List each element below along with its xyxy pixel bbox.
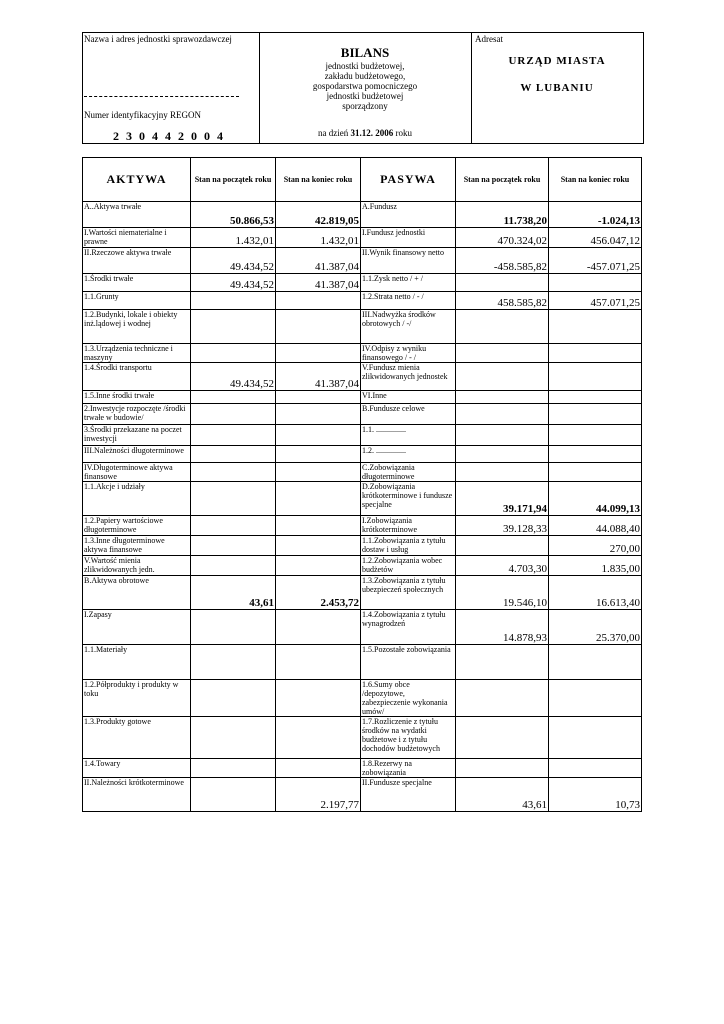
pasywa-start-value: 39.128,33 (456, 516, 549, 536)
aktywa-end-value (276, 425, 361, 446)
subtitle (259, 61, 471, 111)
aktywa-label: 3.Środki przekazane na poczet inwestycji (83, 425, 191, 446)
pasywa-start-value (456, 363, 549, 391)
table-row (83, 274, 642, 292)
aktywa-end-value: 2.453,72 (276, 576, 361, 610)
pasywa-end-value: 25.370,00 (549, 610, 642, 645)
table-row (83, 391, 642, 404)
pasywa-label: 1.5.Pozostałe zobowiązania (361, 645, 456, 680)
subtitle-line: gospodarstwa pomocniczego (312, 81, 418, 91)
pasywa-label: I.Fundusz jednostki (361, 228, 456, 248)
aktywa-label: 1.2.Półprodukty i produkty w toku (83, 680, 191, 717)
aktywa-start-value: 50.866,53 (191, 202, 276, 228)
pasywa-end-value: 16.613,40 (549, 576, 642, 610)
aktywa-end-value (276, 391, 361, 404)
pasywa-start-value (456, 391, 549, 404)
aktywa-start-value (191, 310, 276, 344)
pasywa-label: 1.1.Zysk netto / + / (361, 274, 456, 292)
pasywa-start-value: -458.585,82 (456, 248, 549, 274)
pasywa-start-value: 458.585,82 (456, 292, 549, 310)
aktywa-start-value (191, 536, 276, 556)
subtitle-line: jednostki budżetowej (326, 91, 404, 101)
aktywa-end-value (276, 759, 361, 778)
pasywa-start-value: 43,61 (456, 778, 549, 812)
pasywa-label: VI.Inne (361, 391, 456, 404)
aktywa-label: B.Aktywa obrotowe (83, 576, 191, 610)
pasywa-label: B.Fundusze celowe (361, 404, 456, 425)
aktywa-end-value (276, 463, 361, 482)
pasywa-label: 1.2. ............... (361, 446, 456, 463)
addressee-line1: URZĄD MIASTA (508, 55, 606, 67)
subtitle-line: jednostki budżetowej, (325, 61, 405, 71)
pasywa-start-value: 11.738,20 (456, 202, 549, 228)
pasywa-end-value (549, 717, 642, 759)
aktywa-label: 1.3.Produkty gotowe (83, 717, 191, 759)
table-row (83, 778, 642, 812)
table-row (83, 344, 642, 363)
aktywa-end-value: 1.432,01 (276, 228, 361, 248)
subtitle-line: sporządzony (342, 101, 388, 111)
pasywa-end-value (549, 274, 642, 292)
aktywa-end-value (276, 610, 361, 645)
table-row (83, 228, 642, 248)
aktywa-end-value (276, 536, 361, 556)
date-value: 31.12. 2006 (350, 128, 394, 138)
reporting-unit-cell (83, 33, 260, 143)
pasywa-start-value: 470.324,02 (456, 228, 549, 248)
pasywa-start-value (456, 404, 549, 425)
pasywa-label: I.Zobowiązania krótkoterminowe (361, 516, 456, 536)
aktywa-end-value (276, 310, 361, 344)
table-row (83, 645, 642, 680)
aktywa-start-value: 43,61 (191, 576, 276, 610)
pasywa-end-value (549, 446, 642, 463)
aktywa-start-value (191, 391, 276, 404)
pasywa-start-value (456, 759, 549, 778)
pasywa-start-value: 39.171,94 (456, 482, 549, 516)
table-header-row (83, 158, 642, 202)
aktywa-end-value: 41.387,04 (276, 363, 361, 391)
pasywa-label: 1.2.Zobowiązania wobec budżetów (361, 556, 456, 576)
aktywa-end-value: 42.819,05 (276, 202, 361, 228)
title-cell (259, 33, 472, 143)
aktywa-start-value (191, 404, 276, 425)
aktywa-start-value (191, 717, 276, 759)
aktywa-label: 1.5.Inne środki trwałe (83, 391, 191, 404)
pasywa-end-value (549, 425, 642, 446)
aktywa-start-value (191, 344, 276, 363)
pasywa-label: II.Wynik finansowy netto (361, 248, 456, 274)
pasywa-end-value (549, 391, 642, 404)
pasywa-end-value: 457.071,25 (549, 292, 642, 310)
aktywa-end-value (276, 680, 361, 717)
aktywa-start-value (191, 680, 276, 717)
aktywa-start-value (191, 292, 276, 310)
pasywa-end-value (549, 759, 642, 778)
pasywa-end-value (549, 404, 642, 425)
table-row (83, 576, 642, 610)
table-row (83, 610, 642, 645)
aktywa-start-value: 49.434,52 (191, 274, 276, 292)
aktywa-label: 1.Środki trwałe (83, 274, 191, 292)
aktywa-end-value (276, 645, 361, 680)
pasywa-label: 1.4.Zobowiązania z tytułu wynagrodzeń (361, 610, 456, 645)
table-row (83, 516, 642, 536)
aktywa-start-value (191, 446, 276, 463)
pasywa-label: II.Fundusze specjalne (361, 778, 456, 812)
regon-label: Numer identyfikacyjny REGON (84, 110, 201, 120)
pasywa-start-value: 4.703,30 (456, 556, 549, 576)
aktywa-label: 2.Inwestycje rozpoczęte /środki trwałe w budowie/ (83, 404, 191, 425)
pasywa-start-value (456, 344, 549, 363)
table-row (83, 482, 642, 516)
aktywa-label: 1.1.Materiały (83, 645, 191, 680)
report-date (259, 128, 471, 138)
table-row (83, 363, 642, 391)
aktywa-end-header: Stan na koniec roku (276, 158, 361, 202)
aktywa-start-value (191, 645, 276, 680)
pasywa-label: C.Zobowiązania długoterminowe (361, 463, 456, 482)
pasywa-end-value: 44.088,40 (549, 516, 642, 536)
table-row (83, 310, 642, 344)
addressee-line2: W LUBANIU (520, 82, 594, 94)
table-row (83, 446, 642, 463)
page-title: BILANS (340, 45, 390, 60)
pasywa-end-value (549, 310, 642, 344)
aktywa-end-value: 41.387,04 (276, 274, 361, 292)
pasywa-end-value (549, 645, 642, 680)
header-box (82, 32, 644, 144)
aktywa-start-value: 49.434,52 (191, 363, 276, 391)
pasywa-label: D.Zobowiązania krótkoterminowe i fundusze specjalne (361, 482, 456, 516)
table-row (83, 717, 642, 759)
pasywa-end-value (549, 463, 642, 482)
pasywa-label: V.Fundusz mienia zlikwidowanych jednostek (361, 363, 456, 391)
aktywa-end-value (276, 404, 361, 425)
table-row (83, 536, 642, 556)
pasywa-label: 1.7.Rozliczenie z tytułu środków na wydatki budżetowe i z tytułu dochodów budżetowych (361, 717, 456, 759)
aktywa-start-value: 1.432,01 (191, 228, 276, 248)
aktywa-end-value (276, 292, 361, 310)
aktywa-label: 1.1.Akcje i udziały (83, 482, 191, 516)
aktywa-end-value (276, 717, 361, 759)
pasywa-label: A.Fundusz (361, 202, 456, 228)
pasywa-start-value (456, 536, 549, 556)
addressee-cell (471, 33, 643, 143)
pasywa-label: 1.1.Zobowiązania z tytułu dostaw i usług (361, 536, 456, 556)
pasywa-label: 1.3.Zobowiązania z tytułu ubezpieczeń społecznych (361, 576, 456, 610)
aktywa-start-value (191, 556, 276, 576)
pasywa-start-value (456, 274, 549, 292)
aktywa-end-value (276, 446, 361, 463)
pasywa-end-header: Stan na koniec roku (549, 158, 642, 202)
aktywa-label: A..Aktywa trwałe (83, 202, 191, 228)
pasywa-header: PASYWA (361, 158, 456, 202)
aktywa-end-value: 41.387,04 (276, 248, 361, 274)
aktywa-label: V.Wartość mienia zlikwidowanych jedn. (83, 556, 191, 576)
aktywa-start-value (191, 516, 276, 536)
aktywa-label: IV.Długoterminowe aktywa finansowe (83, 463, 191, 482)
pasywa-end-value: 44.099,13 (549, 482, 642, 516)
aktywa-label: 1.2.Papiery wartościowe długoterminowe (83, 516, 191, 536)
table-row (83, 759, 642, 778)
pasywa-end-value: -1.024,13 (549, 202, 642, 228)
pasywa-start-value: 14.878,93 (456, 610, 549, 645)
aktywa-end-value (276, 344, 361, 363)
pasywa-label: 1.6.Sumy obce /depozytowe, zabezpieczenie wykonania umów/ (361, 680, 456, 717)
table-row (83, 425, 642, 446)
pasywa-end-value: 10,73 (549, 778, 642, 812)
pasywa-end-value: -457.071,25 (549, 248, 642, 274)
aktywa-end-value: 2.197,77 (276, 778, 361, 812)
aktywa-label: 1.1.Grunty (83, 292, 191, 310)
aktywa-start-value (191, 778, 276, 812)
pasywa-label: III.Nadwyżka środków obrotowych / -/ (361, 310, 456, 344)
aktywa-label: I.Zapasy (83, 610, 191, 645)
date-suffix: roku (395, 128, 412, 138)
pasywa-start-value (456, 446, 549, 463)
pasywa-start-header: Stan na początek roku (456, 158, 549, 202)
pasywa-label: IV.Odpisy z wyniku finansowego / - / (361, 344, 456, 363)
table-row (83, 404, 642, 425)
date-prefix: na dzień (318, 128, 349, 138)
pasywa-end-value: 1.835,00 (549, 556, 642, 576)
pasywa-label: 1.1. ............... (361, 425, 456, 446)
aktywa-label: 1.2.Budynki, lokale i obiekty inż.lądowej i wodnej (83, 310, 191, 344)
table-row (83, 248, 642, 274)
divider (84, 96, 239, 97)
addressee-label: Adresat (475, 34, 503, 44)
aktywa-start-value (191, 759, 276, 778)
aktywa-header: AKTYWA (83, 158, 191, 202)
aktywa-end-value (276, 556, 361, 576)
aktywa-label: I.Wartości niematerialne i prawne (83, 228, 191, 248)
pasywa-start-value (456, 463, 549, 482)
table-row (83, 292, 642, 310)
pasywa-end-value (549, 363, 642, 391)
regon-value: 2 3 0 4 4 2 0 0 4 (113, 129, 225, 143)
pasywa-start-value (456, 425, 549, 446)
table-row (83, 556, 642, 576)
pasywa-start-value (456, 645, 549, 680)
table-row (83, 202, 642, 228)
pasywa-end-value: 456.047,12 (549, 228, 642, 248)
aktywa-end-value (276, 482, 361, 516)
aktywa-label: II.Rzeczowe aktywa trwałe (83, 248, 191, 274)
aktywa-label: 1.3.Inne długoterminowe aktywa finansowe (83, 536, 191, 556)
aktywa-label: 1.4.Środki transportu (83, 363, 191, 391)
pasywa-end-value: 270,00 (549, 536, 642, 556)
pasywa-end-value (549, 680, 642, 717)
pasywa-label: 1.8.Rezerwy na zobowiązania (361, 759, 456, 778)
aktywa-start-header: Stan na początek roku (191, 158, 276, 202)
aktywa-label: 1.3.Urządzenia techniczne i maszyny (83, 344, 191, 363)
unit-label: Nazwa i adres jednostki sprawozdawczej (84, 34, 232, 44)
pasywa-start-value (456, 717, 549, 759)
pasywa-end-value (549, 344, 642, 363)
pasywa-start-value: 19.546,10 (456, 576, 549, 610)
aktywa-label: II.Należności krótkoterminowe (83, 778, 191, 812)
pasywa-start-value (456, 310, 549, 344)
aktywa-start-value (191, 482, 276, 516)
aktywa-end-value (276, 516, 361, 536)
aktywa-start-value (191, 610, 276, 645)
aktywa-start-value (191, 425, 276, 446)
pasywa-label: 1.2.Strata netto / - / (361, 292, 456, 310)
aktywa-label: III.Należności długoterminowe (83, 446, 191, 463)
aktywa-start-value (191, 463, 276, 482)
table-row (83, 463, 642, 482)
pasywa-start-value (456, 680, 549, 717)
balance-table (82, 157, 642, 812)
aktywa-start-value: 49.434,52 (191, 248, 276, 274)
aktywa-label: 1.4.Towary (83, 759, 191, 778)
table-row (83, 680, 642, 717)
subtitle-line: zakładu budżetowego, (324, 71, 406, 81)
